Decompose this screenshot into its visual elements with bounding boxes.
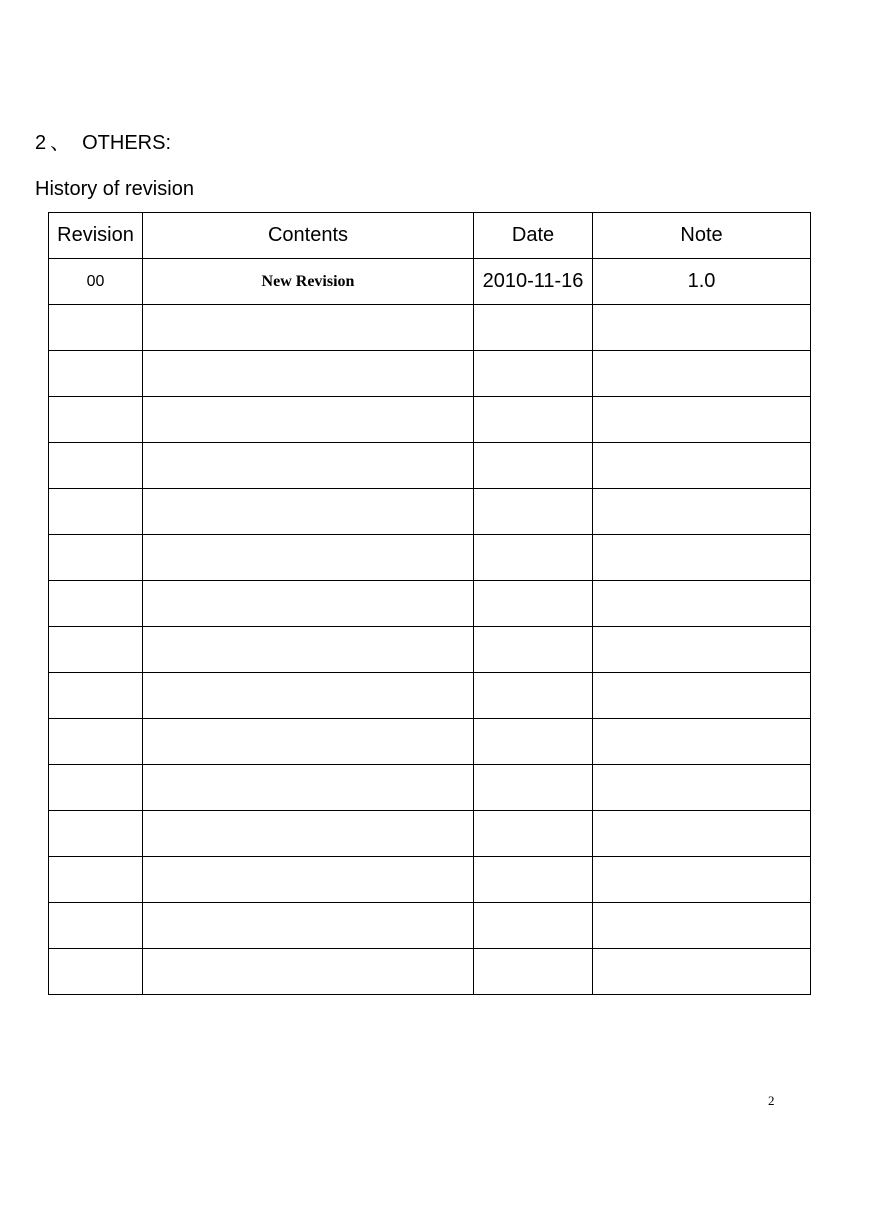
cell-date [474,397,593,443]
cell-date [474,903,593,949]
section-number: 2 [35,132,47,154]
cell-date [474,811,593,857]
table-row [49,351,811,397]
section-separator: 、 [50,132,71,154]
cell-note [593,627,811,673]
cell-note [593,765,811,811]
cell-date [474,627,593,673]
table-row [49,581,811,627]
cell-revision [49,535,143,581]
revision-history-table [48,212,811,995]
table-header-row [49,213,811,259]
table-row [49,673,811,719]
cell-contents [143,489,474,535]
cell-contents [143,351,474,397]
table-row [49,949,811,995]
cell-contents [143,305,474,351]
table-row [49,857,811,903]
cell-revision [49,397,143,443]
cell-date [474,581,593,627]
table-row [49,259,811,305]
cell-date [474,673,593,719]
section-heading [35,131,171,155]
cell-date [474,857,593,903]
cell-date [474,949,593,995]
cell-contents [143,765,474,811]
cell-date [474,489,593,535]
cell-date: 2010-11-16 [474,259,593,305]
cell-contents [143,535,474,581]
table-row [49,397,811,443]
cell-note [593,351,811,397]
cell-contents [143,581,474,627]
cell-revision [49,305,143,351]
revision-history-heading: History of revision [35,178,194,200]
cell-revision [49,949,143,995]
cell-note [593,857,811,903]
cell-date [474,351,593,397]
cell-revision [49,489,143,535]
cell-note [593,397,811,443]
table-row [49,305,811,351]
cell-revision [49,903,143,949]
table-row [49,765,811,811]
cell-contents [143,673,474,719]
cell-revision [49,857,143,903]
cell-revision [49,765,143,811]
cell-date [474,443,593,489]
cell-revision [49,351,143,397]
cell-contents [143,811,474,857]
table-row [49,719,811,765]
cell-revision [49,673,143,719]
column-header-note: Note [593,213,811,259]
cell-contents [143,719,474,765]
table-row [49,535,811,581]
table-row [49,489,811,535]
table-row [49,903,811,949]
table-row [49,627,811,673]
cell-note [593,581,811,627]
column-header-date: Date [474,213,593,259]
column-header-revision: Revision [49,213,143,259]
cell-date [474,719,593,765]
table-row [49,443,811,489]
cell-revision [49,581,143,627]
cell-revision [49,443,143,489]
section-title: OTHERS: [82,132,172,154]
cell-date [474,765,593,811]
cell-contents [143,627,474,673]
table-body [49,259,811,995]
cell-note [593,305,811,351]
column-header-contents: Contents [143,213,474,259]
cell-note [593,443,811,489]
cell-note [593,949,811,995]
cell-note [593,903,811,949]
cell-note [593,811,811,857]
cell-contents [143,397,474,443]
cell-contents [143,949,474,995]
cell-note [593,535,811,581]
cell-contents [143,443,474,489]
cell-note [593,673,811,719]
cell-revision [49,627,143,673]
cell-contents: New Revision [143,259,474,305]
cell-date [474,535,593,581]
cell-revision: 00 [49,259,143,305]
cell-revision [49,719,143,765]
page-number: 2 [768,1093,775,1108]
cell-note [593,489,811,535]
cell-contents [143,857,474,903]
table-row [49,811,811,857]
cell-revision [49,811,143,857]
cell-note: 1.0 [593,259,811,305]
cell-note [593,719,811,765]
cell-date [474,305,593,351]
cell-contents [143,903,474,949]
